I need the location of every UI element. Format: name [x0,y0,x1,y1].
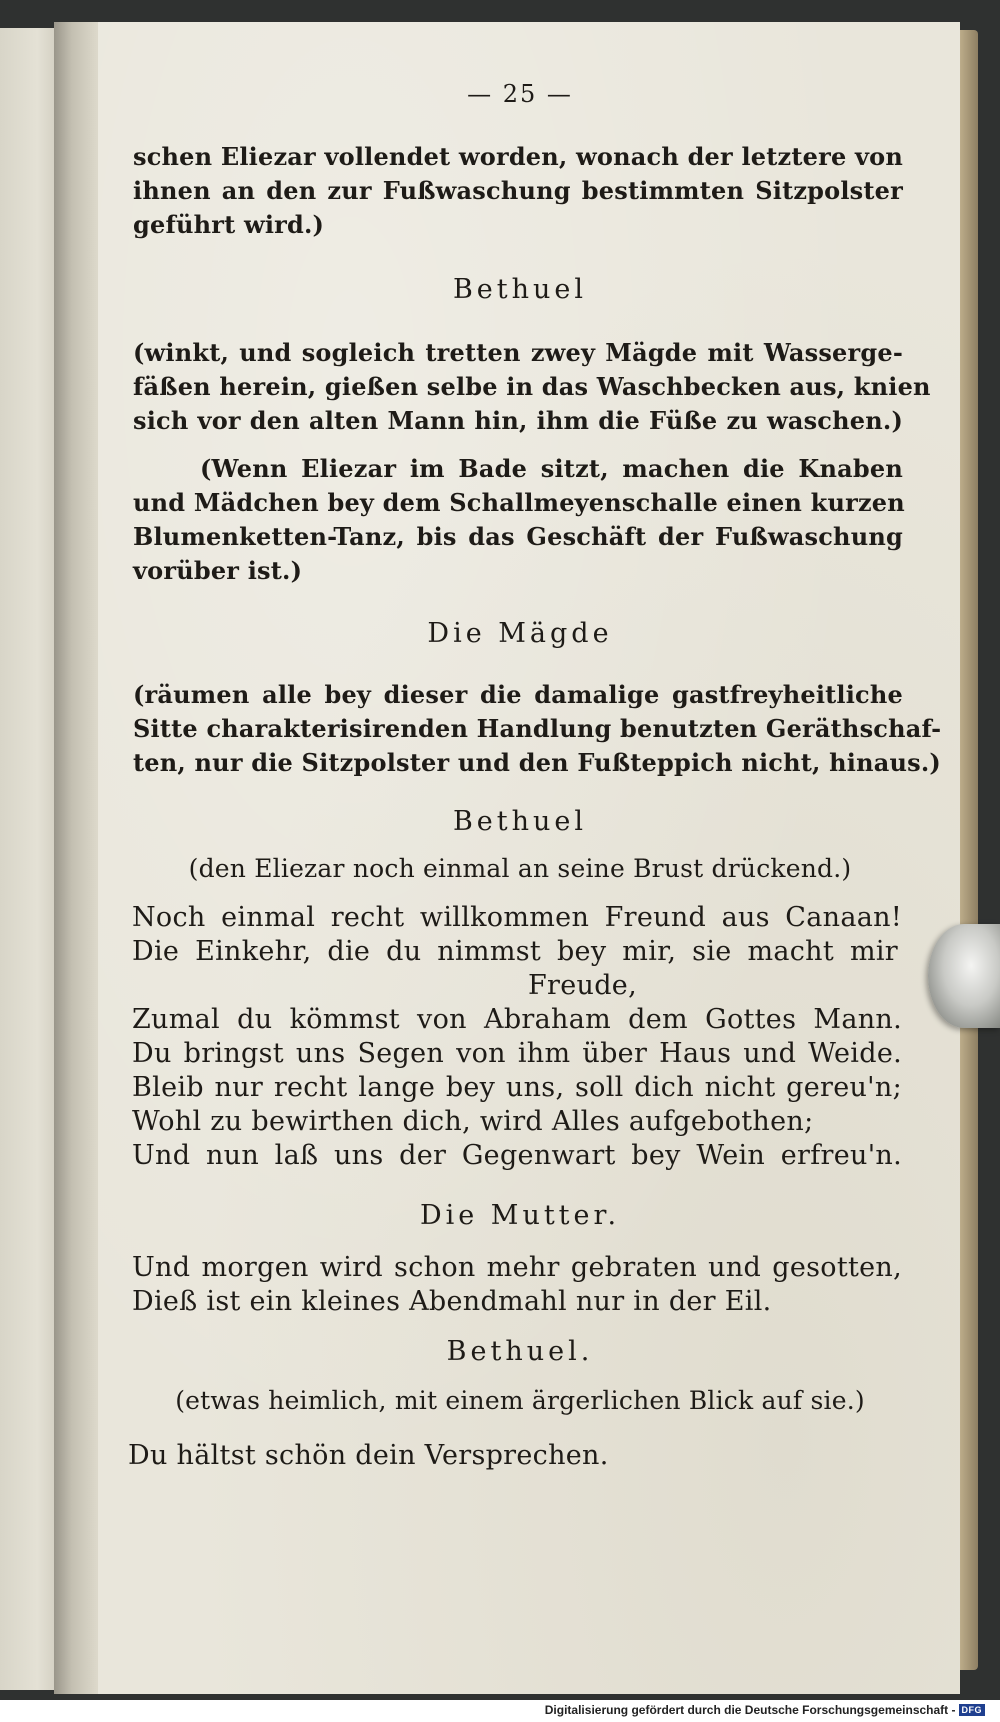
text-line: fäßen herein, gießen selbe in das Waschbecken aus, knien [133,372,931,401]
digitization-credit [0,1703,985,1717]
verse-line: Und nun laß uns der Gegenwart bey Wein erfreu'n. [132,1140,902,1171]
text-line: vorüber ist.) [133,556,303,585]
verse-line: Freude, [528,970,637,1001]
speaker-name: Bethuel [452,274,588,305]
speaker-name: Bethuel. [446,1336,594,1367]
verse-line: Bleib nur recht lange bey uns, soll dich nicht gereu'n; [132,1072,902,1103]
dfg-logo-icon: DFG [959,1704,986,1716]
page-clip [928,924,1000,1028]
text-line: sich vor den alten Mann hin, ihm die Füße zu waschen.) [133,406,903,435]
verse-line: Wohl zu bewirthen dich, wird Alles aufgebothen; [132,1106,814,1137]
stage-direction: (etwas heimlich, mit einem ärgerlichen Blick auf sie.) [175,1386,865,1415]
text-line: geführt wird.) [133,210,325,239]
verse-line: Und morgen wird schon mehr gebraten und gesotten, [132,1252,902,1283]
text-line: (winkt, und sogleich tretten zwey Mägde mit Wasserge- [133,338,903,367]
text-line: und Mädchen bey dem Schallmeyenschalle einen kurzen [133,488,905,517]
credit-text: Digitalisierung gefördert durch die Deutsche Forschungsgemeinschaft - [544,1703,956,1717]
speaker-name: Bethuel [452,806,588,837]
page-number: — 25 — [467,80,573,108]
verse-line: Noch einmal recht willkommen Freund aus Canaan! [132,902,902,933]
stage-direction: (den Eliezar noch einmal an seine Brust drückend.) [188,854,852,883]
verse-line: Du bringst uns Segen von ihm über Haus und Weide. [132,1038,902,1069]
text-line: schen Eliezar vollendet worden, wonach der letztere von [133,142,903,171]
text-line: (räumen alle bey dieser die damalige gastfreyheitliche [133,680,903,709]
verse-line: Du hältst schön dein Versprechen. [128,1440,609,1471]
text-line: Sitte charakterisirenden Handlung benutzten Geräthschaf- [133,714,942,743]
verse-line: Die Einkehr, die du nimmst bey mir, sie macht mir [132,936,898,967]
speaker-name: Die Mägde [427,618,613,649]
text-line: (Wenn Eliezar im Bade sitzt, machen die Knaben [200,454,903,483]
text-line: Blumenketten-Tanz, bis das Geschäft der Fußwaschung [133,522,903,551]
verse-line: Zumal du kömmst von Abraham dem Gottes Mann. [132,1004,902,1035]
speaker-name: Die Mutter. [419,1200,621,1231]
text-line: ihnen an den zur Fußwaschung bestimmten Sitzpolster [133,176,903,205]
verse-line: Dieß ist ein kleines Abendmahl nur in der Eil. [132,1286,772,1317]
text-line: ten, nur die Sitzpolster und den Fußteppich nicht, hinaus.) [133,748,941,777]
